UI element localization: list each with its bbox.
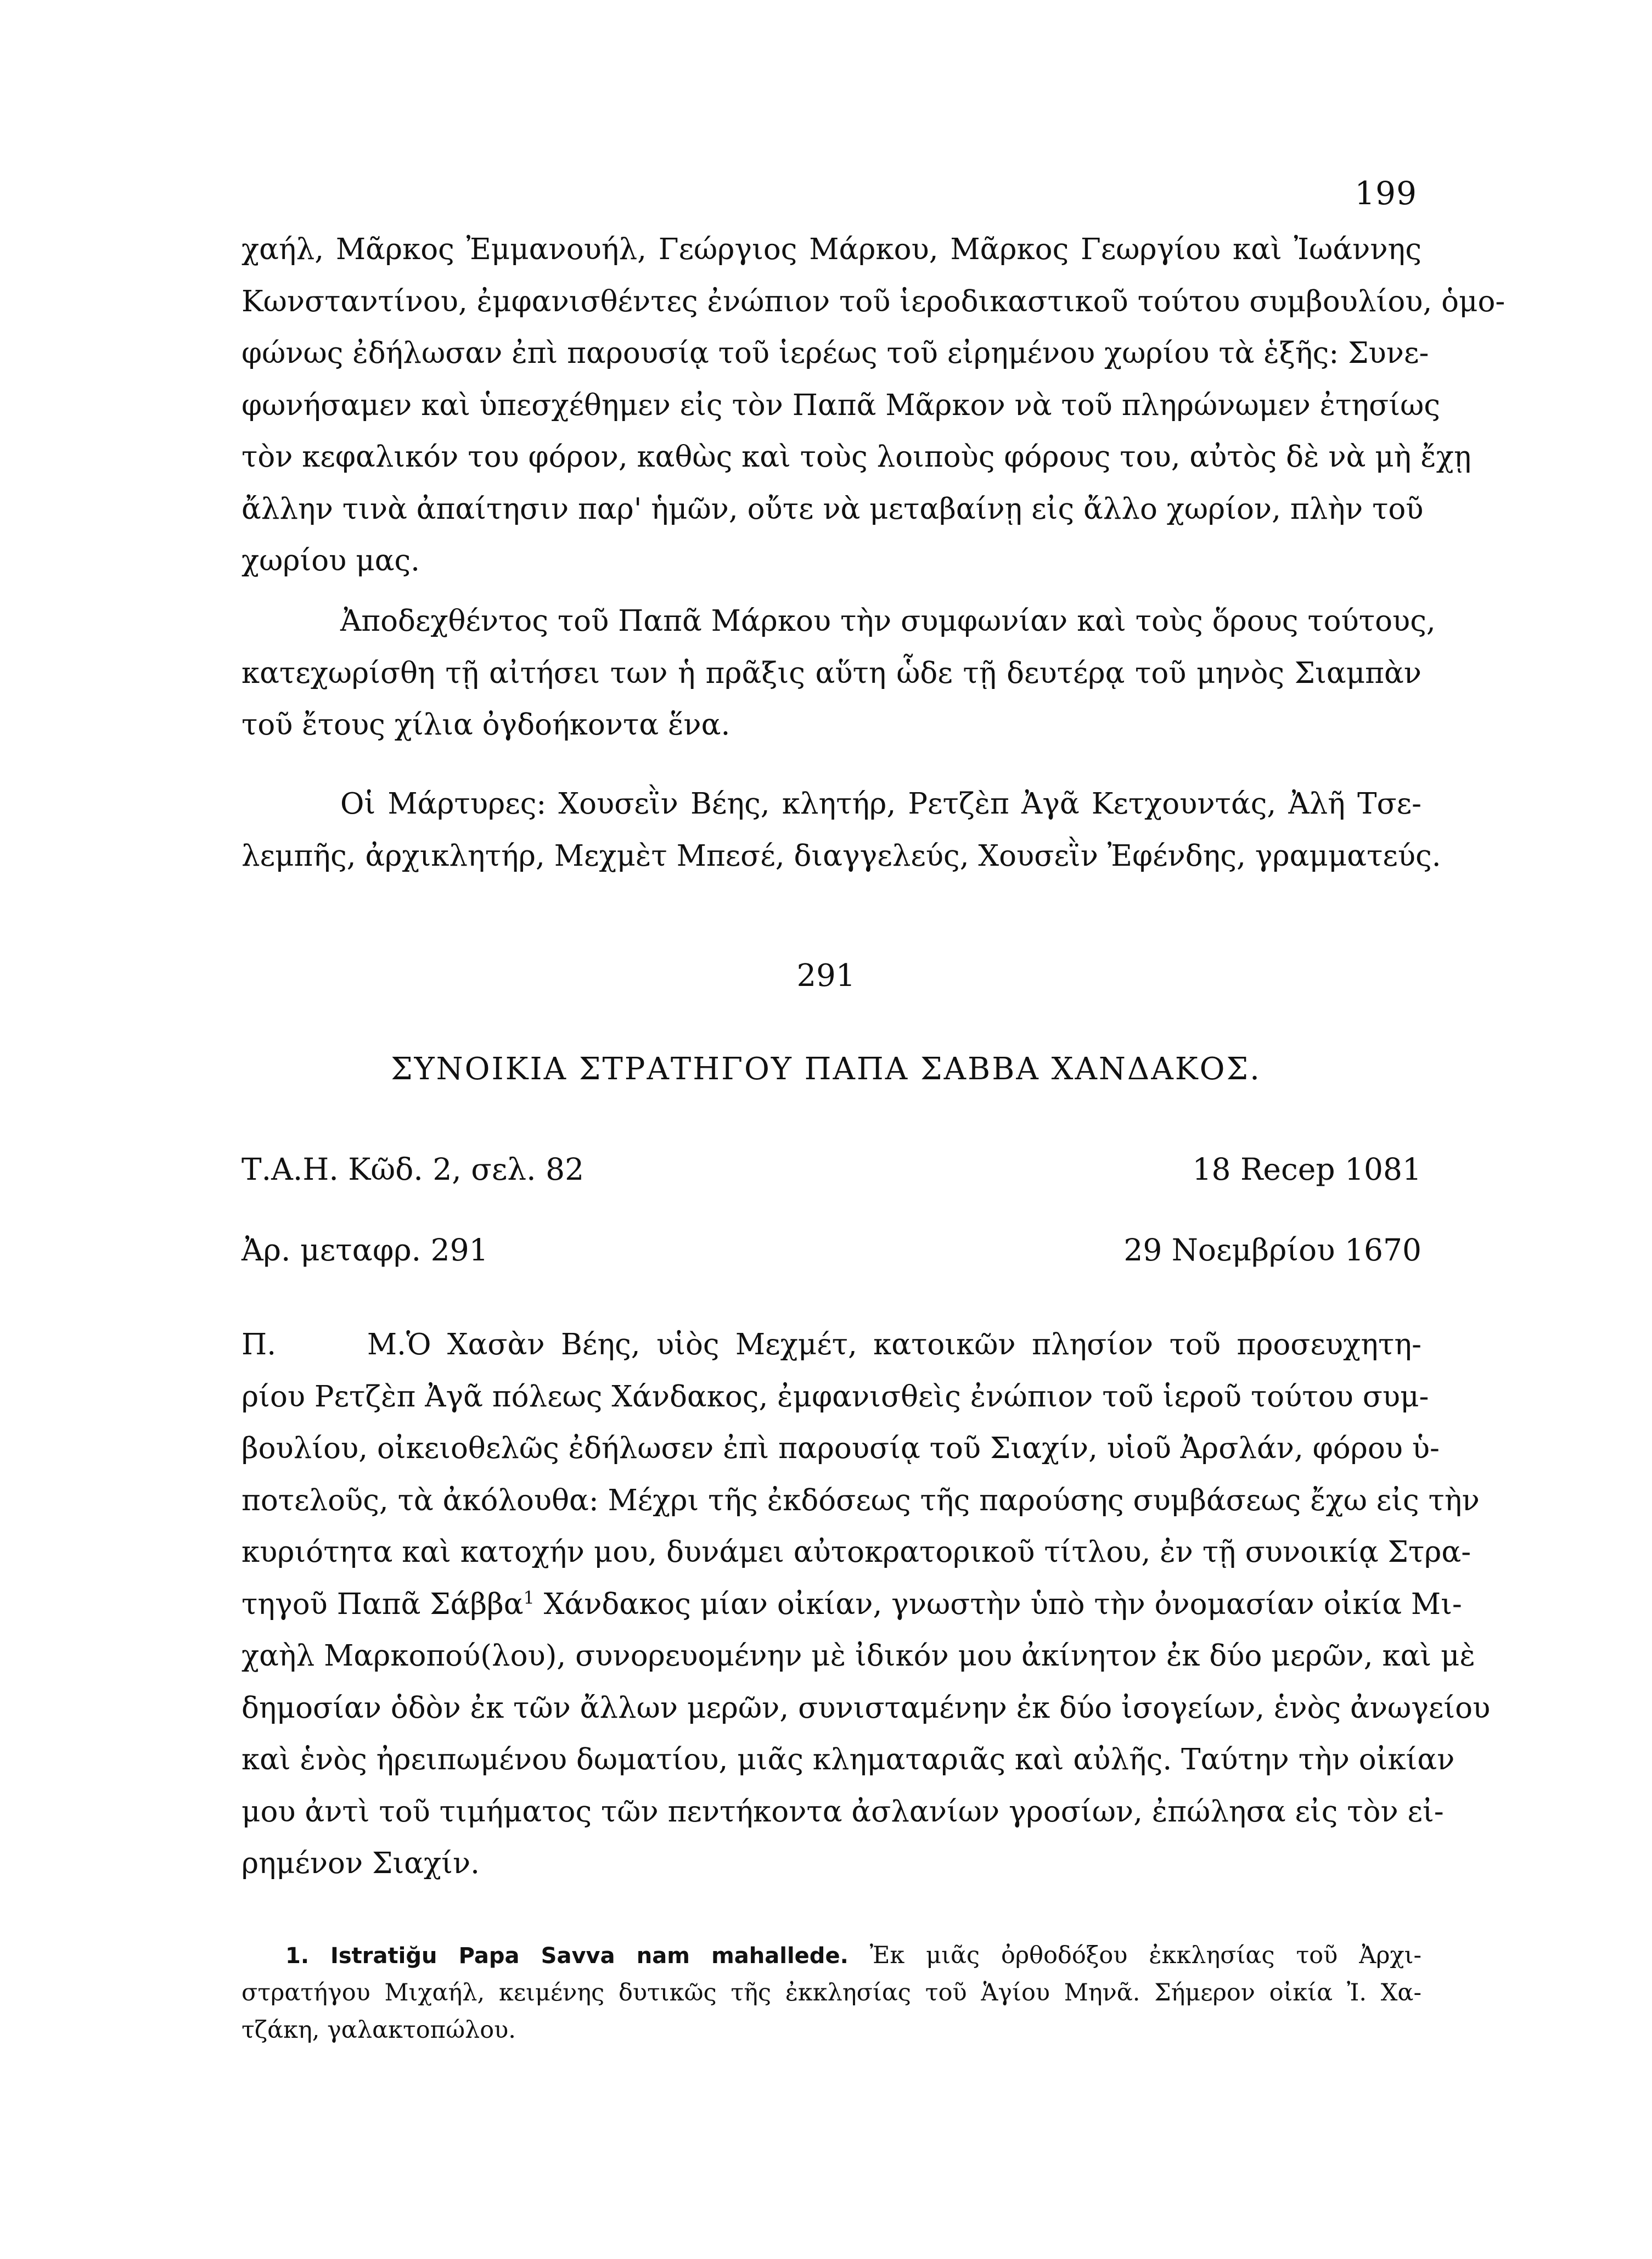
text-line: δημοσίαν ὁδὸν ἐκ τῶν ἄλλων μερῶν, συνισταμένην ἐκ δύο ἰσογείων, ἑνὸς ἀνωγείου xyxy=(241,1691,1491,1725)
text-line-first-content: Ὁ Χασὰν Βέης, υἱὸς Μεχμέτ, κατοικῶν πλησίον τοῦ προσευχητη- xyxy=(406,1328,1421,1361)
text-line: ρίου Ρετζὲπ Ἀγᾶ πόλεως Χάνδακος, ἐμφανισθεὶς ἐνώπιον τοῦ ἱεροῦ τούτου συμ- xyxy=(241,1380,1429,1414)
text-line: φώνως ἐδήλωσαν ἐπὶ παρουσίᾳ τοῦ ἱερέως τοῦ εἰρημένου χωρίου τὰ ἑξῆς: Συνε- xyxy=(241,337,1429,370)
hijri-date: 18 Recep 1081 xyxy=(1192,1152,1421,1187)
text-before-note: τηγοῦ Παπᾶ Σάββα xyxy=(241,1587,524,1621)
footnote-greek: Ἐκ μιᾶς ὀρθοδόξου ἐκκλησίας τοῦ Ἀρχι- xyxy=(848,1942,1421,1969)
document-title: ΣΥΝΟΙΚΙΑ ΣΤΡΑΤΗΓΟΥ ΠΑΠΑ ΣΑΒΒΑ ΧΑΝΔΑΚΟΣ. xyxy=(391,1051,1261,1087)
text-line: λεμπῆς, ἀρχικλητήρ, Μεχμὲτ Μπεσέ, διαγγελεύς, Χουσεῒν Ἐφένδης, γραμματεύς. xyxy=(241,839,1441,873)
text-line: ρημένον Σιαχίν. xyxy=(241,1847,480,1880)
text-line: κυριότητα καὶ κατοχήν μου, δυνάμει αὐτοκρατορικοῦ τίτλου, ἐν τῇ συνοικίᾳ Στρα- xyxy=(241,1535,1471,1569)
text-line: τὸν κεφαλικόν του φόρον, καθὼς καὶ τοὺς λοιποὺς φόρους του, αὐτὸς δὲ νὰ μὴ ἔχῃ xyxy=(241,440,1471,474)
text-line: κατεχωρίσθη τῇ αἰτήσει των ἡ πρᾶξις αὕτη ὧδε τῇ δευτέρᾳ τοῦ μηνὸς Σιαμπὰν xyxy=(241,656,1421,690)
paragraph-deed xyxy=(241,1319,1491,1890)
source-reference: Τ.Α.Η. Κῶδ. 2, σελ. 82 xyxy=(241,1152,585,1187)
text-line: βουλίου, οἰκειοθελῶς ἐδήλωσεν ἐπὶ παρουσίᾳ τοῦ Σιαχίν, υἱοῦ Ἀρσλάν, φόρου ὑ- xyxy=(241,1432,1440,1465)
translation-reference: Ἀρ. μεταφρ. 291 xyxy=(241,1232,488,1268)
footnote-latin: Istratiğu Papa Savva nam mahallede. xyxy=(330,1943,849,1969)
paragraph-witnesses xyxy=(241,778,1441,882)
text-line: ποτελοῦς, τὰ ἀκόλουθα: Μέχρι τῆς ἐκδόσεως τῆς παρούσης συμβάσεως ἔχω εἰς τὴν xyxy=(241,1483,1480,1517)
footnote xyxy=(241,1937,1421,2049)
text-line: χαήλ, Μᾶρκος Ἐμμανουήλ, Γεώργιος Μάρκου, Μᾶρκος Γεωργίου καὶ Ἰωάννης xyxy=(241,233,1421,266)
pm-label: Π. Μ. xyxy=(241,1328,406,1361)
text-line: χωρίου μας. xyxy=(241,544,420,578)
text-line: καὶ ἑνὸς ἠρειπωμένου δωματίου, μιᾶς κληματαριᾶς καὶ αὐλῆς. Ταύτην τὴν οἰκίαν xyxy=(241,1743,1455,1776)
footnote-line xyxy=(241,1937,1421,1974)
document-number: 291 xyxy=(796,958,856,994)
footnote-marker: 1 xyxy=(523,1587,535,1608)
text-line: χαὴλ Μαρκοπού(λου), συνορευομένην μὲ ἰδικόν μου ἀκίνητον ἐκ δύο μερῶν, καὶ μὲ xyxy=(241,1639,1475,1673)
paragraph-continuation xyxy=(241,224,1505,587)
text-line: μου ἀντὶ τοῦ τιμήματος τῶν πεντήκοντα ἀσλανίων γροσίων, ἐπώλησα εἰς τὸν εἰ- xyxy=(241,1795,1444,1829)
text-line: φωνήσαμεν καὶ ὑπεσχέθημεν εἰς τὸν Παπᾶ Μᾶρκον νὰ τοῦ πληρώνωμεν ἐτησίως xyxy=(241,388,1441,422)
footnote-line: τζάκη, γαλακτοπώλου. xyxy=(241,2016,516,2044)
meta-row-translation xyxy=(241,1232,1421,1268)
paragraph-acceptance xyxy=(241,596,1436,752)
gregorian-date: 29 Νοεμβρίου 1670 xyxy=(1123,1232,1421,1268)
meta-row-source xyxy=(241,1152,1421,1187)
text-line-with-note xyxy=(241,1579,1462,1631)
text-line-first xyxy=(241,1319,1421,1371)
text-line: Ἀποδεχθέντος τοῦ Παπᾶ Μάρκου τὴν συμφωνίαν καὶ τοὺς ὅρους τούτους, xyxy=(340,604,1436,638)
text-line: Κωνσταντίνου, ἐμφανισθέντες ἐνώπιον τοῦ ἱεροδικαστικοῦ τούτου συμβουλίου, ὁμο- xyxy=(241,284,1505,318)
text-line: ἄλλην τινὰ ἀπαίτησιν παρ' ἡμῶν, οὔτε νὰ μεταβαίνῃ εἰς ἄλλο χωρίον, πλὴν τοῦ xyxy=(241,492,1424,526)
footnote-number: 1. xyxy=(285,1943,310,1969)
text-after-note: Χάνδακος μίαν οἰκίαν, γνωστὴν ὑπὸ τὴν ὀνομασίαν οἰκία Μι- xyxy=(534,1587,1462,1621)
footnote-line: στρατήγου Μιχαήλ, κειμένης δυτικῶς τῆς ἐκκλησίας τοῦ Ἁγίου Μηνᾶ. Σήμερον οἰκία Ἰ. Χα- xyxy=(241,1979,1421,2006)
page-number: 199 xyxy=(1355,175,1417,212)
text-line: Οἱ Μάρτυρες: Χουσεῒν Βέης, κλητήρ, Ρετζὲπ Ἀγᾶ Κετχουντάς, Ἀλῆ Τσε- xyxy=(340,787,1421,821)
text-line: τοῦ ἔτους χίλια ὀγδοήκοντα ἕνα. xyxy=(241,708,731,742)
